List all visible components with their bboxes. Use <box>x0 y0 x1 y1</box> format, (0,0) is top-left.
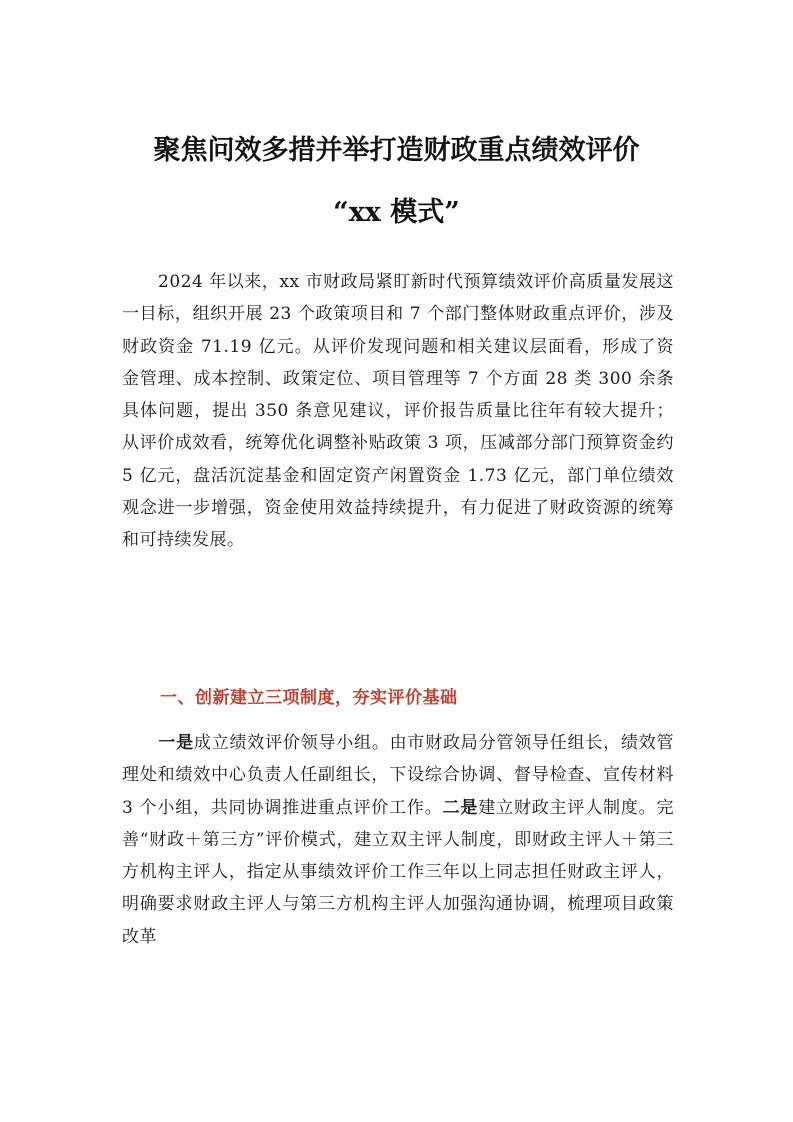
item-2-lead: 二是 <box>442 797 479 818</box>
item-2-text: 建立财政主评人制度。完善“财政＋第三方”评价模式，建立双主评人制度，即财政主评人＋第三方机构主评人，指定从事绩效评价工作三年以上同志担任财政主评人，明确要求财政主评人与第三方机构主评人加强沟通协调，梳理项目政策改革 <box>122 797 675 947</box>
document-title-line2: “xx 模式” <box>333 197 460 228</box>
item-1-lead: 一是 <box>158 733 194 753</box>
intro-paragraph <box>122 266 674 557</box>
document-title-line1: 聚焦问效多措并举打造财政重点绩效评价 <box>153 135 640 166</box>
section-heading-1: 一、创新建立三项制度，夯实评价基础 <box>160 688 458 708</box>
intro-paragraph-text: 2024 年以来，xx 市财政局紧盯新时代预算绩效评价高质量发展这一目标，组织开展 23 个政策项目和 7 个部门整体财政重点评价，涉及财政资金 71.19 亿元。从评价发现问题和相关建议层面看，形成了资金管理、成本控制、政策定位、项目管理等 7 个方面 28 类 300 余条具体问题，提出 350 条意见建议，评价报告质量比往年有较大提升；从评价成效看，统筹优化调整补贴政策 3 项，压减部分部门预算资金约 5 亿元，盘活沉淀基金和固定资产闲置资金 1.73 亿元，部门单位绩效观念进一步增强，资金使用效益持续提升，有力促进了财政资源的统筹和可持续发展。 <box>122 272 674 551</box>
section-1-paragraph <box>122 727 674 953</box>
item-1-text: 成立绩效评价领导小组。由市财政局分管领导任组长，绩效管理处和绩效中心负责人任副组长，下设综合协调、督导检查、宣传材料 3 个小组，共同协调推进重点评价工作。 <box>122 733 675 818</box>
